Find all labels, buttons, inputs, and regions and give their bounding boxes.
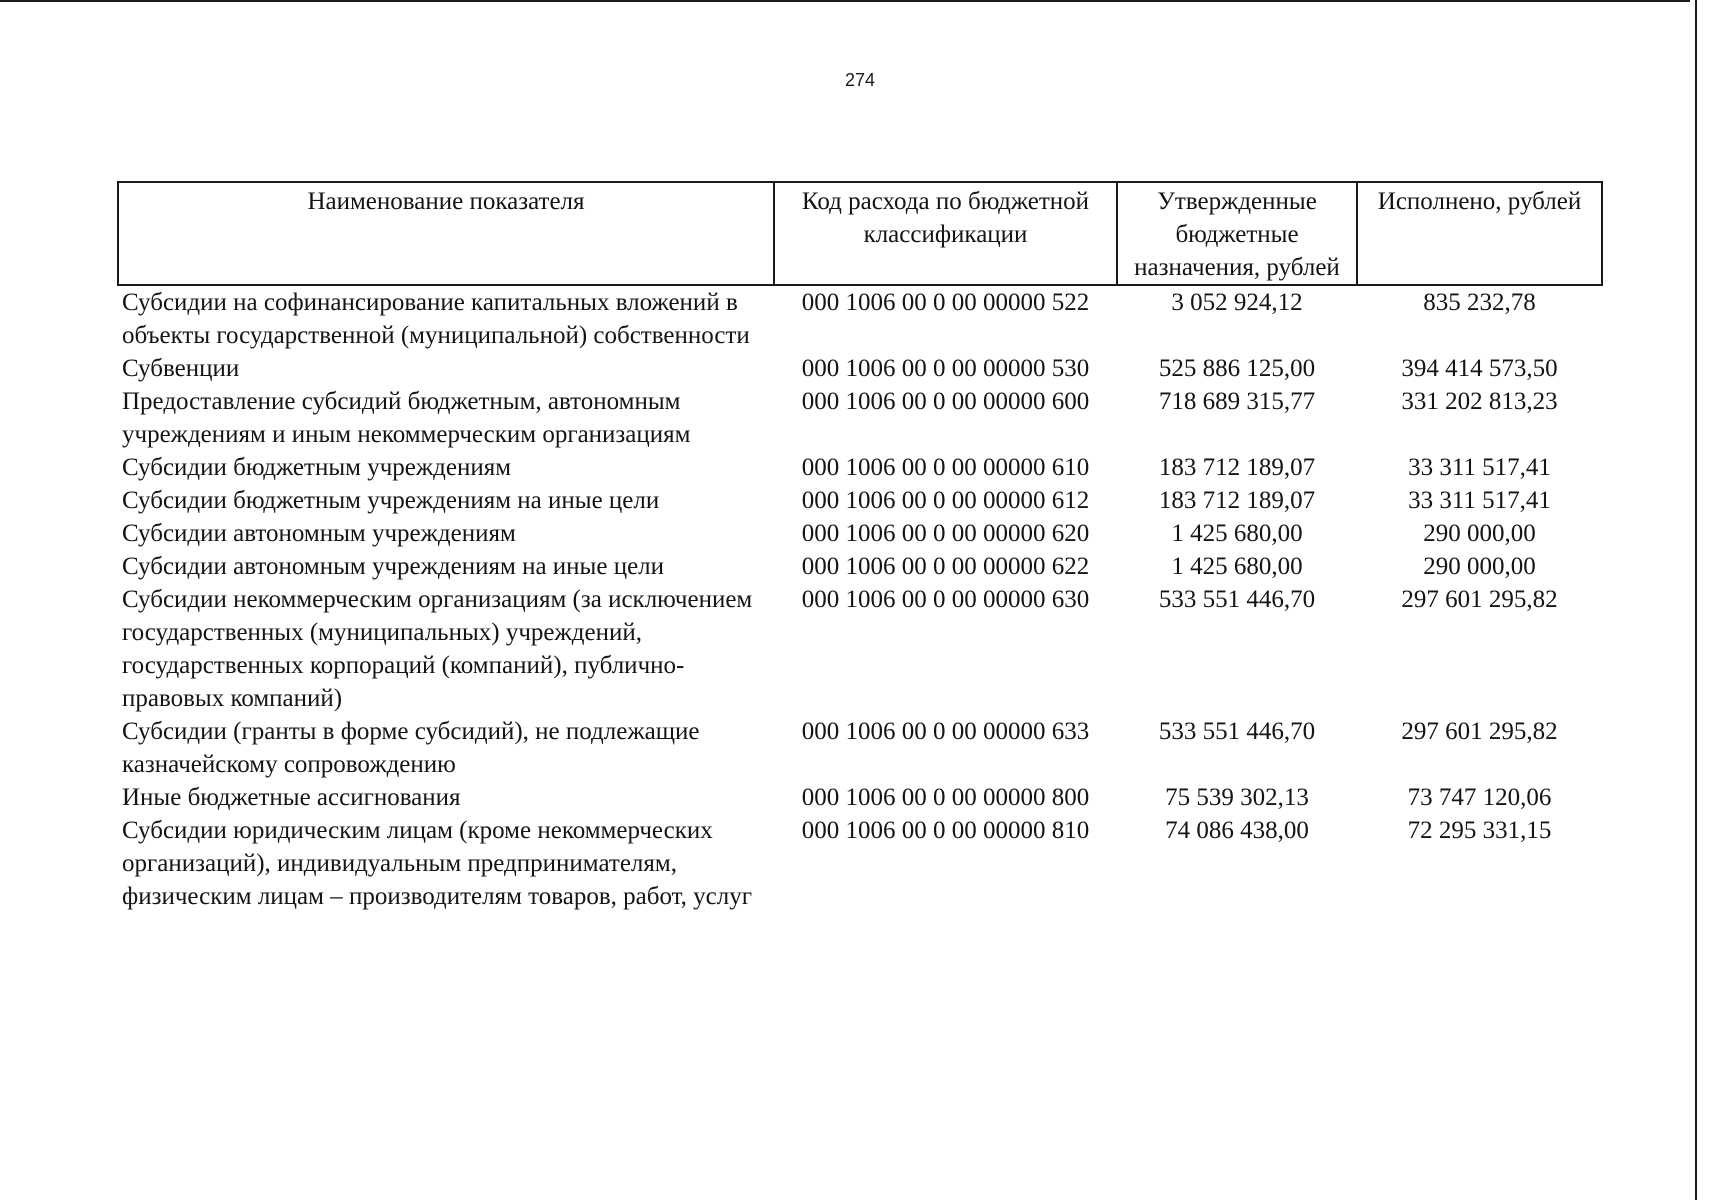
row-code: 000 1006 00 0 00 00000 800	[801, 784, 1090, 811]
row-executed: 290 000,00	[1423, 520, 1536, 547]
row-approved: 183 712 189,07	[1158, 454, 1316, 481]
row-code: 000 1006 00 0 00 00000 610	[801, 454, 1090, 481]
row-name: Иные бюджетные ассигнования	[122, 784, 461, 811]
row-approved: 74 086 438,00	[1165, 817, 1309, 844]
header-name: Наименование показателя	[118, 182, 774, 285]
row-name: Субсидии автономным учреждениям на иные цели	[122, 553, 665, 580]
row-name: Субвенции	[122, 355, 240, 382]
row-approved: 533 551 446,70	[1158, 718, 1316, 745]
row-name: Субсидии юридическим лицам (кроме некоммерческих организаций), индивидуальным предпринимателям, физическим лицам – производителям товаров, работ, услуг	[122, 817, 753, 910]
row-executed: 290 000,00	[1423, 553, 1536, 580]
row-name: Субсидии бюджетным учреждениям на иные цели	[122, 487, 660, 514]
row-approved: 525 886 125,00	[1158, 355, 1316, 382]
row-name: Субсидии (гранты в форме субсидий), не подлежащие казначейскому сопровождению	[122, 718, 700, 778]
row-code: 000 1006 00 0 00 00000 612	[801, 487, 1090, 514]
page-edge-top	[0, 0, 1690, 2]
row-code: 000 1006 00 0 00 00000 600	[801, 388, 1090, 415]
row-code: 000 1006 00 0 00 00000 530	[801, 355, 1090, 382]
table-row	[118, 781, 1602, 814]
table-row	[118, 715, 1602, 781]
table-row	[118, 451, 1602, 484]
row-code: 000 1006 00 0 00 00000 620	[801, 520, 1090, 547]
table-row	[118, 385, 1602, 451]
row-name: Предоставление субсидий бюджетным, автономным учреждениям и иным некоммерческим организациям	[122, 388, 691, 448]
row-name: Субсидии некоммерческим организациям (за исключением государственных (муниципальных) учреждений, государственных корпораций (компаний), публично-правовых компаний)	[122, 586, 753, 712]
row-approved: 75 539 302,13	[1165, 784, 1309, 811]
row-code: 000 1006 00 0 00 00000 633	[801, 718, 1090, 745]
row-name: Субсидии бюджетным учреждениям	[122, 454, 512, 481]
row-executed: 72 295 331,15	[1407, 817, 1552, 844]
page-edge-right	[1695, 0, 1697, 1200]
table-row	[118, 814, 1602, 913]
table-body	[118, 285, 1602, 913]
row-approved: 533 551 446,70	[1158, 586, 1316, 613]
row-executed: 835 232,78	[1423, 289, 1536, 316]
row-executed: 33 311 517,41	[1408, 487, 1551, 514]
row-executed: 331 202 813,23	[1401, 388, 1558, 415]
row-approved: 1 425 680,00	[1171, 553, 1303, 580]
table-header	[118, 182, 1602, 285]
header-code: Код расхода по бюджетной классификации	[774, 182, 1117, 285]
header-row	[118, 182, 1602, 285]
header-executed: Исполнено, рублей	[1357, 182, 1602, 285]
table-row	[118, 583, 1602, 715]
row-executed: 297 601 295,82	[1401, 586, 1558, 613]
row-executed: 73 747 120,06	[1407, 784, 1552, 811]
budget-execution-table	[117, 181, 1603, 913]
row-executed: 297 601 295,82	[1401, 718, 1558, 745]
row-code: 000 1006 00 0 00 00000 630	[801, 586, 1090, 613]
table-row	[118, 285, 1602, 352]
row-executed: 394 414 573,50	[1401, 355, 1558, 382]
page-number: 274	[844, 70, 876, 90]
table-row	[118, 352, 1602, 385]
table-row	[118, 517, 1602, 550]
row-approved: 718 689 315,77	[1158, 388, 1316, 415]
row-approved: 183 712 189,07	[1158, 487, 1316, 514]
row-name: Субсидии на софинансирование капитальных вложений в объекты государственной (муниципальной) собственности	[122, 289, 750, 349]
table-row	[118, 484, 1602, 517]
table-row	[118, 550, 1602, 583]
row-code: 000 1006 00 0 00 00000 622	[801, 553, 1090, 580]
row-code: 000 1006 00 0 00 00000 810	[801, 817, 1090, 844]
row-executed: 33 311 517,41	[1408, 454, 1551, 481]
row-approved: 1 425 680,00	[1171, 520, 1303, 547]
header-approved: Утвержденные бюджетные назначения, рублей	[1117, 182, 1357, 285]
row-code: 000 1006 00 0 00 00000 522	[801, 289, 1090, 316]
row-approved: 3 052 924,12	[1171, 289, 1303, 316]
row-name: Субсидии автономным учреждениям	[122, 520, 516, 547]
